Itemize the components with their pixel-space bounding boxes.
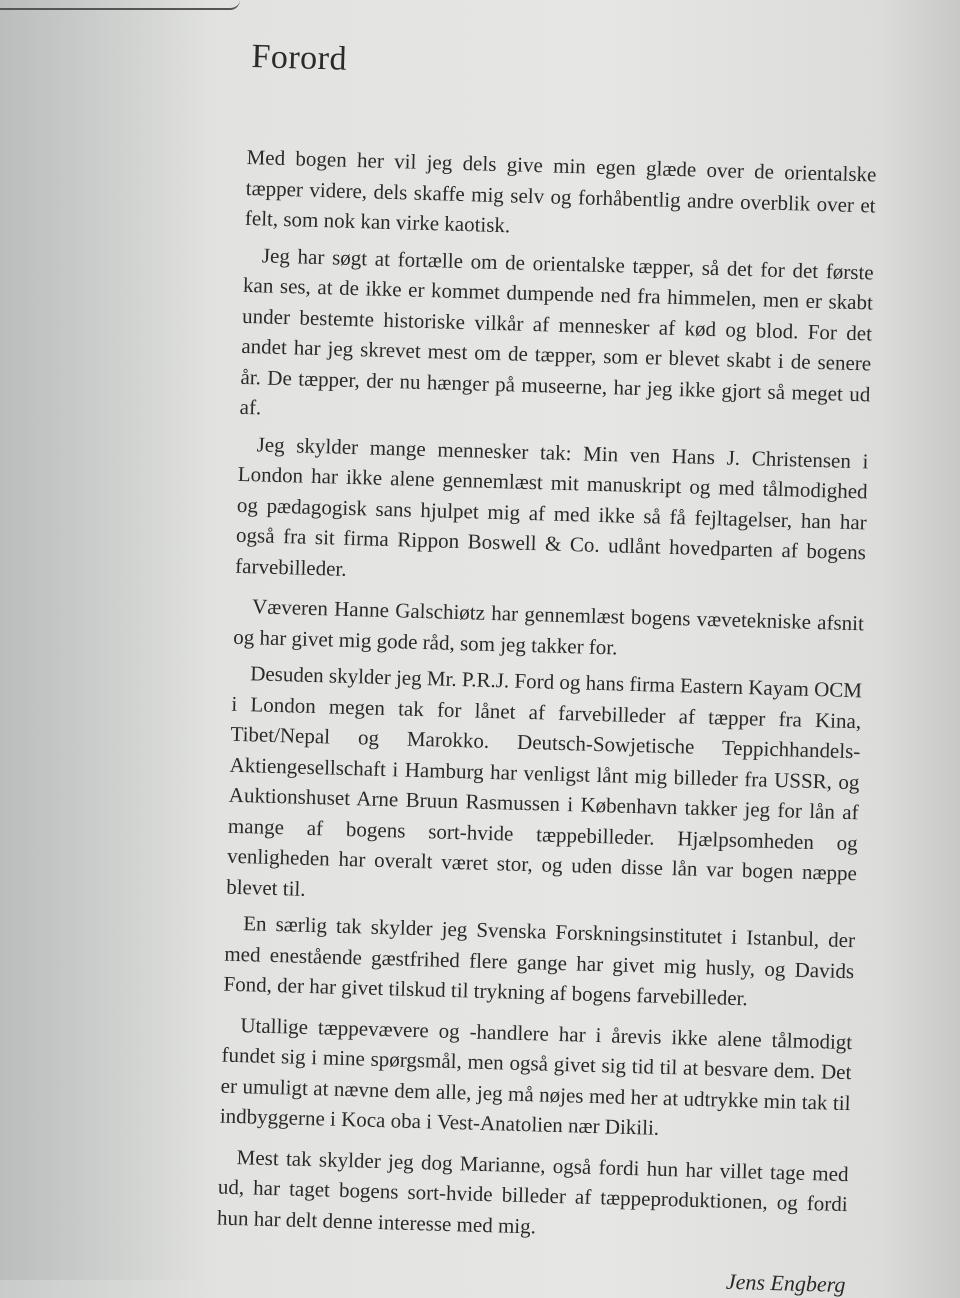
page-gutter-shadow bbox=[0, 0, 210, 1280]
paragraph-5: Desuden skylder jeg Mr. P.R.J. Ford og hans firma Eastern Kayam OCM i London megen tak for lånet af farvebilleder af tæpper fra Kina, Tibet/Nepal og Marokko. Deutsch-Sowjetische Teppichhandels-Aktiengesellschaft i Hamburg har venligst lånt mig billeder fra USSR, og Auktionshuset Arne Bruun Rasmussen i København takker jeg for lån af mange af bogens sort-hvide tæppebilleder. Hjælpsomheden og venligheden har overalt været stor, og uden disse lån var bogen næppe blevet til. bbox=[225, 661, 863, 901]
page-title: Forord bbox=[250, 38, 348, 78]
paragraph-2: Jeg har søgt at fortælle om de orientalske tæpper, så det for det første kan ses, at de ikke er kommet dumpende ned fra himmelen, men er skabt under bestemte historiske vilkår af mennesker af kød og blod. For det andet har jeg skrevet mest om de tæpper, som er blevet skabt i de senere år. De tæpper, der nu hænger på museerne, har jeg ikke gjort så meget ud af. bbox=[239, 242, 875, 420]
paragraph-4: Væveren Hanne Galschiøtz har gennemlæst bogens vævetekniske afsnit og har givet mig gode råd, som jeg takker for. bbox=[232, 594, 865, 659]
author-signature: Jens Engberg bbox=[725, 1268, 846, 1298]
paragraph-3: Jeg skylder mange mennesker tak: Min ven Hans J. Christensen i London har ikke alene gennemlæst mit manuskript og med tålmodighed og pædagogisk sans hjulpet mig af med ikke så få fejltagelser, han har også fra sit firma Rippon Boswell & Co. udlånt hovedparten af bogens farvebilleder. bbox=[234, 431, 869, 581]
page-content bbox=[215, 38, 879, 1298]
paragraph-6: En særlig tak skylder jeg Svenska Forskningsinstitutet i Istanbul, der med enestående gæstfrihed flere gange har givet mig husly, og Davids Fond, der har givet tilskud til trykning af bogens farvebilleder. bbox=[223, 911, 856, 1011]
page-edge-line bbox=[0, 0, 240, 10]
paragraph-8: Mest tak skylder jeg dog Marianne, også fordi hun har villet tage med ud, har taget bogens sort-hvide billeder af tæppeproduktionen, og fordi hun har delt denne interesse med mig. bbox=[216, 1144, 849, 1238]
paragraph-1: Med bogen her vil jeg dels give min egen glæde over de orientalske tæpper videre, dels skaffe mig selv og forhåbentlig andre overblik over et felt, som nok kan virke kaotisk. bbox=[244, 144, 877, 238]
paragraph-7: Utallige tæppevævere og -handlere har i årevis ikke alene tålmodigt fundet sig i mine spørgsmål, men også givet sig tid til at besvare dem. Det er umuligt at nævne dem alle, jeg må nøjes med her at udtrykke min tak til indbyggerne i Koca oba i Vest-Anatolien nær Dikili. bbox=[219, 1012, 853, 1140]
